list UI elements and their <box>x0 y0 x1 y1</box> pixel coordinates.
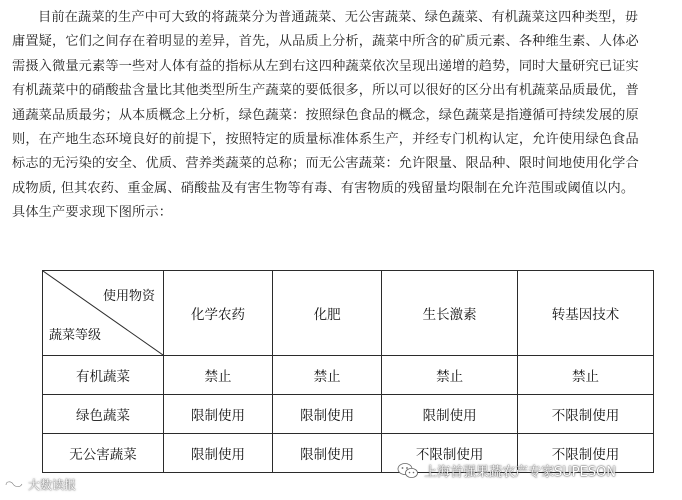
row-header: 有机蔬菜 <box>43 356 164 395</box>
table-cell: 禁止 <box>518 356 654 395</box>
wechat-logo-icon <box>397 462 419 480</box>
row-header: 绿色蔬菜 <box>43 395 164 434</box>
watermark-left <box>4 476 76 493</box>
paragraph-line: 则，在产地生态环境良好的前提下，按照特定的质量标准体系生产，并经专门机构认定，允许使用绿色食品 <box>12 132 639 148</box>
paragraph-line: 目前在蔬菜的生产中可大致的将蔬菜分为普通蔬菜、无公害蔬菜、绿色蔬菜、有机蔬菜这四种类型，毋 <box>38 10 639 25</box>
row-header: 无公害蔬菜 <box>43 434 164 473</box>
table-cell: 限制使用 <box>164 395 273 434</box>
table-cell: 禁止 <box>273 356 382 395</box>
table-cell: 限制使用 <box>273 434 382 473</box>
table-cell: 不限制使用 <box>382 434 518 473</box>
watermark-left-text: 大数读报 <box>28 478 77 492</box>
table-cell: 限制使用 <box>164 434 273 473</box>
table-row <box>43 395 654 434</box>
corner-header-grade: 蔬菜等级 <box>49 328 102 343</box>
table-header-row <box>43 271 654 356</box>
table-cell: 禁止 <box>164 356 273 395</box>
table-row <box>43 356 654 395</box>
paragraph-line: 标志的无污染的安全、优质、营养类蔬菜的总称；而无公害蔬菜：允许限量、限品种、限时间地使用化学合 <box>12 156 639 172</box>
column-header: 化学农药 <box>164 271 273 356</box>
paragraph-line: 具体生产要求现下图所示： <box>12 205 173 221</box>
column-header: 生长激素 <box>382 271 518 356</box>
watermark-right <box>397 461 616 480</box>
paragraph-line: 有机蔬菜中的硝酸盐含量比其他类型所生产蔬菜的要低很多，所以可以很好的区分出有机蔬菜品质最优，普 <box>12 83 639 99</box>
paragraph-line: 庸置疑，它们之间存在着明显的差异，首先，从品质上分析，蔬菜中所含的矿质元素、各种维生素、人体必 <box>12 34 639 50</box>
table-cell: 限制使用 <box>382 395 518 434</box>
watermark-right-text: 上海首强果蔬农产专家SUPESON <box>424 465 617 480</box>
paragraph-line: 需摄入微量元素等一些对人体有益的指标从左到右这四种蔬菜依次呈现出递增的趋势，同时大量研究已证实 <box>12 58 639 74</box>
table-cell: 禁止 <box>382 356 518 395</box>
table-cell: 不限制使用 <box>518 395 654 434</box>
paragraph-line: 通蔬菜品质最劣；从本质概念上分析，绿色蔬菜：按照绿色食品的概念，绿色蔬菜是指遵循可持续发展的原 <box>12 107 639 123</box>
table-cell: 限制使用 <box>273 395 382 434</box>
smiley-logo-icon <box>4 478 24 492</box>
column-header: 化肥 <box>273 271 382 356</box>
table-corner-cell <box>43 271 164 356</box>
production-requirements-table <box>42 270 654 473</box>
corner-header-materials: 使用物资 <box>102 289 155 304</box>
column-header: 转基因技术 <box>518 271 654 356</box>
body-paragraph <box>12 6 672 226</box>
paragraph-line: 成物质, 但其农药、重金属、硝酸盐及有害生物等有毒、有害物质的残留量均限制在允许范围或阈值以内。 <box>12 180 635 196</box>
table-cell: 不限制使用 <box>518 434 654 473</box>
